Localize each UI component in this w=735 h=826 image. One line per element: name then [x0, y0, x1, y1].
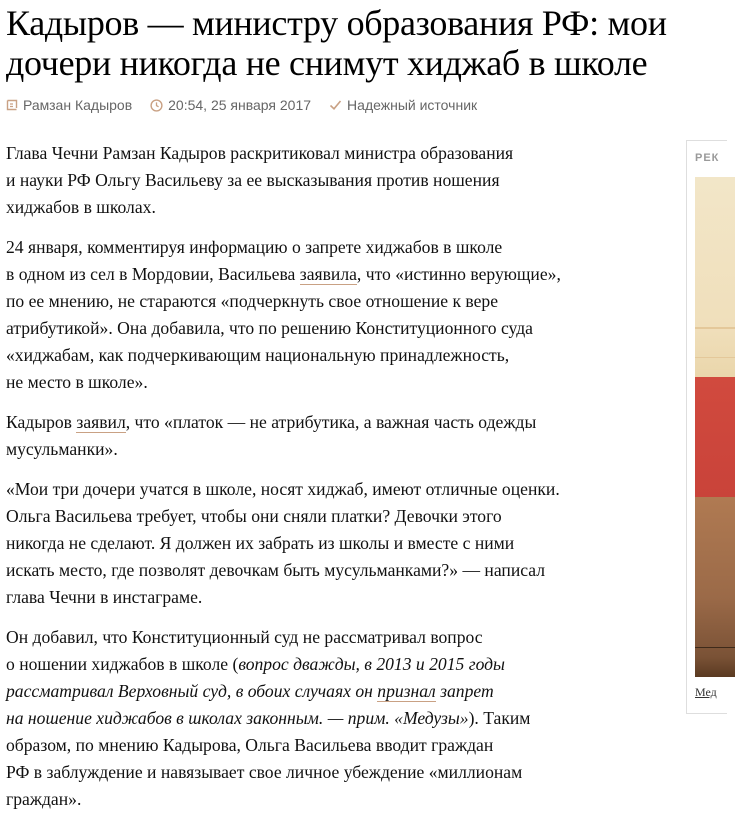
- text-line: [6, 705, 656, 732]
- text-line: Ольга Васильева требует, чтобы они сняли платки? Девочки этого: [6, 506, 502, 526]
- editor-note: вопрос дважды, в 2013 и 2015 годы: [238, 654, 505, 674]
- recommendation-label: РЕК: [695, 152, 720, 164]
- text-line: [6, 261, 656, 288]
- recommendation-image[interactable]: [695, 177, 735, 677]
- text-line: [6, 409, 656, 436]
- source-link-zayavil[interactable]: заявил: [76, 412, 126, 432]
- text-segment: Кадыров: [6, 412, 77, 432]
- paragraph: [6, 624, 656, 813]
- text-line: и науки РФ Ольгу Васильеву за ее высказывания против ношения: [6, 170, 500, 190]
- text-line: атрибутикой». Она добавила, что по решению Конституционного суда: [6, 318, 533, 338]
- paragraph: [6, 234, 656, 396]
- text-line: никогда не сделают. Я должен их забрать из школы и вместе с ними: [6, 533, 515, 553]
- text-line: «хиджабам, как подчеркивающим национальную принадлежность,: [6, 345, 510, 365]
- article-meta: [6, 95, 495, 115]
- image-detail: [695, 327, 735, 329]
- text-segment: в одном из сел в Мордовии, Васильева: [6, 264, 300, 284]
- text-line: «Мои три дочери учатся в школе, носят хиджаб, имеют отличные оценки.: [6, 479, 560, 499]
- text-segment: , что «платок — не атрибутика, а важная часть одежды: [125, 412, 537, 432]
- checkmark-icon: [329, 99, 342, 111]
- text-line: Он добавил, что Конституционный суд не рассматривал вопрос: [6, 627, 483, 647]
- editor-note: рассматривал Верховный суд, в обоих случаях он: [6, 681, 378, 701]
- article-headline: [6, 3, 712, 83]
- text-line: по ее мнению, не стараются «подчеркнуть свое отношение к вере: [6, 291, 499, 311]
- text-line: мусульманки».: [6, 439, 118, 459]
- publish-date: [150, 97, 311, 113]
- text-line: [6, 651, 656, 678]
- text-line: образом, по мнению Кадырова, Ольга Васильева вводит граждан: [6, 735, 494, 755]
- headline-line: Кадыров — министру образования РФ: мои: [6, 3, 667, 43]
- text-line: хиджабов в школах.: [6, 197, 156, 217]
- editor-note: запрет: [435, 681, 494, 701]
- clock-icon: [150, 99, 163, 112]
- headline-line: дочери никогда не снимут хиджаб в школе: [6, 43, 648, 83]
- text-line: глава Чечни в инстаграме.: [6, 587, 203, 607]
- recommendation-caption-link[interactable]: Мед: [695, 685, 717, 699]
- paragraph: [6, 476, 656, 611]
- text-segment: ). Таким: [468, 708, 531, 728]
- author-name: Рамзан Кадыров: [23, 97, 133, 113]
- recommendation-card[interactable]: [686, 140, 727, 714]
- text-line: [6, 678, 656, 705]
- text-line: искать место, где позволят девочкам быть мусульманками?» — написал: [6, 560, 546, 580]
- paragraph: [6, 409, 656, 463]
- image-detail: [695, 357, 735, 358]
- source-badge: [329, 97, 477, 113]
- text-segment: о ношении хиджабов в школе (: [6, 654, 239, 674]
- source-label: Надежный источник: [347, 97, 478, 113]
- editor-note: на ношение хиджабов в школах законным. — прим. «Медузы»: [6, 708, 469, 728]
- text-line: 24 января, комментируя информацию о запрете хиджабов в школе: [6, 237, 503, 257]
- text-line: граждан».: [6, 789, 82, 809]
- article-body: [6, 140, 656, 826]
- text-segment: , что «истинно верующие»,: [356, 264, 561, 284]
- paragraph: [6, 140, 656, 221]
- publish-datetime: 20:54, 25 января 2017: [168, 97, 312, 113]
- source-link-priznal[interactable]: признал: [377, 681, 436, 701]
- source-link-zayavila[interactable]: заявила: [299, 264, 357, 284]
- author-link[interactable]: [6, 97, 132, 113]
- text-line: не место в школе».: [6, 372, 148, 392]
- image-detail: [695, 647, 735, 648]
- text-line: Глава Чечни Рамзан Кадыров раскритиковал министра образования: [6, 143, 514, 163]
- text-line: РФ в заблуждение и навязывает свое личное убеждение «миллионам: [6, 762, 523, 782]
- quote-mark-icon: [6, 99, 18, 111]
